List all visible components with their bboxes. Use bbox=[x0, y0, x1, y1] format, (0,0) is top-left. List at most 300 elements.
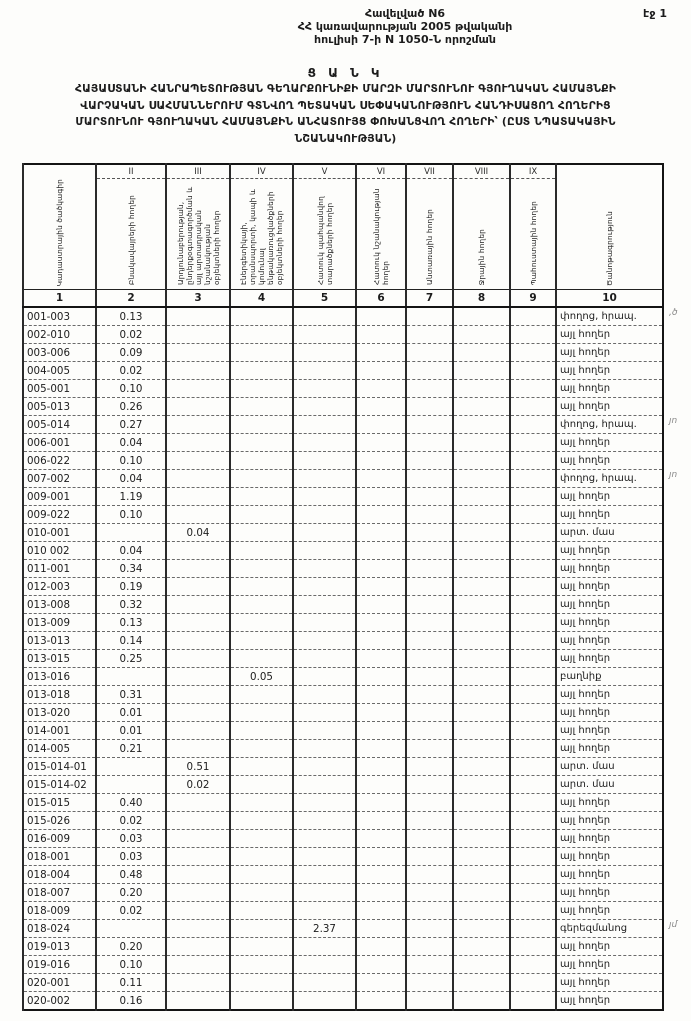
area-value-cell bbox=[166, 578, 230, 596]
area-value-cell bbox=[230, 938, 293, 956]
area-value-cell: 0.02 bbox=[96, 902, 166, 920]
area-value-cell bbox=[510, 920, 556, 938]
note-cell: այլ հողեր bbox=[556, 506, 663, 524]
area-value-cell bbox=[356, 542, 406, 560]
area-value-cell: 0.02 bbox=[96, 812, 166, 830]
area-value-cell bbox=[166, 974, 230, 992]
table-row bbox=[23, 380, 663, 398]
note-cell: այլ հողեր bbox=[556, 596, 663, 614]
table-row bbox=[23, 812, 663, 830]
area-value-cell bbox=[510, 956, 556, 974]
note-cell: այլ հողեր bbox=[556, 488, 663, 506]
table-row bbox=[23, 848, 663, 866]
area-value-cell bbox=[510, 434, 556, 452]
area-value-cell bbox=[453, 326, 510, 344]
area-value-cell bbox=[166, 632, 230, 650]
area-value-cell bbox=[230, 740, 293, 758]
area-value-cell bbox=[230, 632, 293, 650]
cadastral-code-cell: 013-015 bbox=[23, 650, 96, 668]
area-value-cell bbox=[356, 920, 406, 938]
area-value-cell bbox=[453, 956, 510, 974]
area-value-cell bbox=[406, 884, 453, 902]
area-value-cell: 0.10 bbox=[96, 506, 166, 524]
area-value-cell: 0.21 bbox=[96, 740, 166, 758]
area-value-cell: 0.14 bbox=[96, 632, 166, 650]
area-value-cell bbox=[230, 434, 293, 452]
area-value-cell bbox=[230, 488, 293, 506]
area-value-cell bbox=[293, 938, 356, 956]
document-title: Ց Ա Ն Կ bbox=[307, 66, 384, 80]
area-value-cell bbox=[166, 884, 230, 902]
header-industrial-lands: Արդյունաբերության, ընդերքօգտագործման և այլ արտադրական նշանակության օբյեկտների հողեր bbox=[166, 179, 230, 290]
area-value-cell bbox=[230, 506, 293, 524]
table-row bbox=[23, 326, 663, 344]
header-settlement-lands: Բնակավայրերի հողեր bbox=[96, 179, 166, 290]
table-row bbox=[23, 776, 663, 794]
note-cell: այլ հողեր bbox=[556, 992, 663, 1011]
area-value-cell bbox=[356, 758, 406, 776]
area-value-cell bbox=[230, 560, 293, 578]
area-value-cell bbox=[406, 542, 453, 560]
land-table-container bbox=[22, 163, 678, 1011]
area-value-cell bbox=[96, 758, 166, 776]
area-value-cell bbox=[356, 560, 406, 578]
area-value-cell bbox=[230, 686, 293, 704]
table-row bbox=[23, 920, 663, 938]
cadastral-code-cell: 018-007 bbox=[23, 884, 96, 902]
area-value-cell bbox=[230, 596, 293, 614]
area-value-cell bbox=[510, 452, 556, 470]
area-value-cell bbox=[510, 344, 556, 362]
area-value-cell bbox=[166, 956, 230, 974]
area-value-cell bbox=[510, 938, 556, 956]
area-value-cell bbox=[406, 704, 453, 722]
area-value-cell bbox=[453, 596, 510, 614]
area-value-cell bbox=[166, 326, 230, 344]
area-value-cell bbox=[293, 578, 356, 596]
area-value-cell bbox=[166, 668, 230, 686]
table-row bbox=[23, 578, 663, 596]
note-cell: այլ հողեր bbox=[556, 650, 663, 668]
area-value-cell bbox=[406, 920, 453, 938]
area-value-cell bbox=[510, 307, 556, 326]
area-value-cell: 0.02 bbox=[96, 362, 166, 380]
roman-numeral: III bbox=[166, 164, 230, 179]
area-value-cell bbox=[406, 560, 453, 578]
area-value-cell: 0.20 bbox=[96, 884, 166, 902]
area-value-cell bbox=[453, 776, 510, 794]
roman-numeral: IX bbox=[510, 164, 556, 179]
header-special-purpose-lands: Հատուկ նշանակության հողեր bbox=[356, 179, 406, 290]
area-value-cell bbox=[356, 362, 406, 380]
area-value-cell bbox=[406, 344, 453, 362]
area-value-cell bbox=[293, 380, 356, 398]
cadastral-code-cell: 019-016 bbox=[23, 956, 96, 974]
area-value-cell bbox=[166, 398, 230, 416]
area-value-cell bbox=[356, 938, 406, 956]
area-value-cell bbox=[406, 416, 453, 434]
area-value-cell: 0.40 bbox=[96, 794, 166, 812]
roman-numeral: VI bbox=[356, 164, 406, 179]
area-value-cell bbox=[453, 632, 510, 650]
area-value-cell: 0.04 bbox=[166, 524, 230, 542]
area-value-cell bbox=[230, 362, 293, 380]
cadastral-code-cell: 006-022 bbox=[23, 452, 96, 470]
note-cell: այլ հողեր bbox=[556, 830, 663, 848]
area-value-cell bbox=[356, 704, 406, 722]
area-value-cell bbox=[406, 776, 453, 794]
area-value-cell bbox=[166, 650, 230, 668]
note-cell: արտ. մաս bbox=[556, 758, 663, 776]
area-value-cell bbox=[356, 326, 406, 344]
area-value-cell bbox=[406, 848, 453, 866]
area-value-cell bbox=[356, 848, 406, 866]
area-value-cell: 0.10 bbox=[96, 956, 166, 974]
area-value-cell bbox=[406, 452, 453, 470]
area-value-cell bbox=[166, 470, 230, 488]
area-value-cell bbox=[230, 416, 293, 434]
area-value-cell: 0.51 bbox=[166, 758, 230, 776]
area-value-cell bbox=[356, 866, 406, 884]
area-value-cell bbox=[453, 974, 510, 992]
area-value-cell bbox=[510, 974, 556, 992]
area-value-cell bbox=[230, 812, 293, 830]
table-row bbox=[23, 686, 663, 704]
area-value-cell bbox=[293, 740, 356, 758]
area-value-cell bbox=[166, 416, 230, 434]
note-cell: այլ հողեր bbox=[556, 902, 663, 920]
note-cell: այլ հողեր bbox=[556, 794, 663, 812]
area-value-cell bbox=[166, 740, 230, 758]
header-water-lands: Ջրային հողեր bbox=[453, 179, 510, 290]
area-value-cell bbox=[406, 866, 453, 884]
cadastral-code-cell: 016-009 bbox=[23, 830, 96, 848]
area-value-cell bbox=[230, 344, 293, 362]
area-value-cell bbox=[453, 830, 510, 848]
note-cell: այլ հողեր bbox=[556, 380, 663, 398]
table-row bbox=[23, 794, 663, 812]
area-value-cell bbox=[510, 614, 556, 632]
area-value-cell bbox=[293, 794, 356, 812]
note-cell: այլ հողեր bbox=[556, 362, 663, 380]
area-value-cell bbox=[293, 884, 356, 902]
area-value-cell bbox=[356, 884, 406, 902]
table-row bbox=[23, 560, 663, 578]
area-value-cell bbox=[356, 794, 406, 812]
area-value-cell bbox=[293, 722, 356, 740]
area-value-cell bbox=[510, 632, 556, 650]
area-value-cell: 0.19 bbox=[96, 578, 166, 596]
area-value-cell bbox=[510, 398, 556, 416]
cadastral-code-cell: 005-014 bbox=[23, 416, 96, 434]
table-row bbox=[23, 938, 663, 956]
area-value-cell bbox=[293, 326, 356, 344]
area-value-cell bbox=[230, 920, 293, 938]
table-row bbox=[23, 524, 663, 542]
area-value-cell bbox=[230, 307, 293, 326]
handwritten-margin-mark: յո bbox=[669, 470, 678, 480]
area-value-cell bbox=[293, 416, 356, 434]
area-value-cell: 0.02 bbox=[166, 776, 230, 794]
note-cell: փողոց, հրապ. յո bbox=[556, 416, 663, 434]
column-number-row bbox=[23, 290, 663, 308]
area-value-cell bbox=[356, 956, 406, 974]
note-cell: այլ հողեր bbox=[556, 560, 663, 578]
area-value-cell: 2.37 bbox=[293, 920, 356, 938]
note-cell: արտ. մաս bbox=[556, 524, 663, 542]
area-value-cell bbox=[293, 434, 356, 452]
table-row bbox=[23, 992, 663, 1011]
area-value-cell bbox=[453, 398, 510, 416]
area-value-cell bbox=[406, 524, 453, 542]
area-value-cell bbox=[356, 776, 406, 794]
area-value-cell bbox=[293, 812, 356, 830]
area-value-cell bbox=[406, 956, 453, 974]
roman-numeral: IV bbox=[230, 164, 293, 179]
area-value-cell bbox=[166, 992, 230, 1011]
area-value-cell bbox=[230, 848, 293, 866]
area-value-cell bbox=[510, 380, 556, 398]
area-value-cell: 0.13 bbox=[96, 307, 166, 326]
area-value-cell bbox=[356, 650, 406, 668]
area-value-cell bbox=[293, 704, 356, 722]
note-cell: այլ հողեր bbox=[556, 542, 663, 560]
cadastral-code-cell: 007-002 bbox=[23, 470, 96, 488]
area-value-cell bbox=[293, 632, 356, 650]
note-cell: այլ հողեր bbox=[556, 398, 663, 416]
area-value-cell bbox=[453, 740, 510, 758]
area-value-cell bbox=[453, 794, 510, 812]
area-value-cell bbox=[453, 884, 510, 902]
area-value-cell bbox=[293, 866, 356, 884]
area-value-cell: 0.01 bbox=[96, 704, 166, 722]
area-value-cell bbox=[510, 668, 556, 686]
column-number: 9 bbox=[510, 290, 556, 308]
roman-numeral: VII bbox=[406, 164, 453, 179]
area-value-cell bbox=[356, 452, 406, 470]
table-row bbox=[23, 866, 663, 884]
area-value-cell bbox=[453, 614, 510, 632]
table-row bbox=[23, 416, 663, 434]
area-value-cell bbox=[510, 722, 556, 740]
area-value-cell: 0.02 bbox=[96, 326, 166, 344]
area-value-cell: 0.10 bbox=[96, 452, 166, 470]
area-value-cell bbox=[406, 506, 453, 524]
area-value-cell bbox=[293, 830, 356, 848]
area-value-cell bbox=[166, 902, 230, 920]
area-value-cell bbox=[453, 452, 510, 470]
area-value-cell bbox=[453, 650, 510, 668]
note-cell: այլ հողեր bbox=[556, 938, 663, 956]
area-value-cell bbox=[293, 614, 356, 632]
subtitle-line: ՀԱՅԱՍՏԱՆԻ ՀԱՆՐԱՊԵՏՈՒԹՅԱՆ ԳԵՂԱՐՔՈՒՆԻՔԻ ՄԱՐԶԻ ՄԱՐՏՈՒՆՈՒ ԳՅՈՒՂԱԿԱՆ ՀԱՄԱՅՆՔԻ bbox=[75, 83, 616, 95]
note-cell: այլ հողեր bbox=[556, 956, 663, 974]
area-value-cell bbox=[166, 830, 230, 848]
area-value-cell bbox=[230, 470, 293, 488]
area-value-cell bbox=[406, 758, 453, 776]
area-value-cell: 0.04 bbox=[96, 542, 166, 560]
area-value-cell bbox=[510, 686, 556, 704]
table-row bbox=[23, 758, 663, 776]
area-value-cell bbox=[453, 722, 510, 740]
area-value-cell: 0.26 bbox=[96, 398, 166, 416]
area-value-cell bbox=[510, 902, 556, 920]
cadastral-code-cell: 013-013 bbox=[23, 632, 96, 650]
note-cell: այլ հողեր bbox=[556, 452, 663, 470]
area-value-cell bbox=[453, 668, 510, 686]
column-number: 1 bbox=[23, 290, 96, 308]
area-value-cell bbox=[406, 362, 453, 380]
area-value-cell: 0.03 bbox=[96, 848, 166, 866]
area-value-cell: 0.27 bbox=[96, 416, 166, 434]
area-value-cell bbox=[230, 974, 293, 992]
area-value-cell bbox=[406, 812, 453, 830]
area-value-cell: 0.04 bbox=[96, 434, 166, 452]
area-value-cell bbox=[166, 812, 230, 830]
area-value-cell bbox=[293, 344, 356, 362]
table-row bbox=[23, 722, 663, 740]
cadastral-code-cell: 009-001 bbox=[23, 488, 96, 506]
area-value-cell bbox=[293, 470, 356, 488]
cadastral-code-cell: 018-009 bbox=[23, 902, 96, 920]
area-value-cell bbox=[166, 794, 230, 812]
note-cell: այլ հողեր bbox=[556, 614, 663, 632]
area-value-cell bbox=[356, 596, 406, 614]
area-value-cell bbox=[293, 542, 356, 560]
table-row bbox=[23, 650, 663, 668]
table-row bbox=[23, 596, 663, 614]
area-value-cell bbox=[510, 326, 556, 344]
area-value-cell bbox=[356, 578, 406, 596]
subtitle-line: ՄԱՐՏՈՒՆՈՒ ԳՅՈՒՂԱԿԱՆ ՀԱՄԱՅՆՔԻՆ ԱՆՀԱՏՈՒՅՑ ՓՈԽԱՆՑՎՈՂ ՀՈՂԵՐԻ՝ (ԸՍՏ ՆՊԱՏԱԿԱՅԻՆ bbox=[75, 116, 616, 128]
cadastral-code-cell: 003-006 bbox=[23, 344, 96, 362]
table-row bbox=[23, 704, 663, 722]
area-value-cell bbox=[510, 884, 556, 902]
appendix-header bbox=[130, 7, 680, 46]
area-value-cell bbox=[293, 452, 356, 470]
area-value-cell: 0.13 bbox=[96, 614, 166, 632]
area-value-cell bbox=[453, 812, 510, 830]
area-value-cell bbox=[166, 344, 230, 362]
area-value-cell bbox=[356, 307, 406, 326]
area-value-cell bbox=[453, 434, 510, 452]
area-value-cell bbox=[293, 776, 356, 794]
note-cell: այլ հողեր bbox=[556, 578, 663, 596]
area-value-cell bbox=[356, 524, 406, 542]
table-row bbox=[23, 506, 663, 524]
table-row bbox=[23, 452, 663, 470]
cadastral-code-cell: 015-026 bbox=[23, 812, 96, 830]
cadastral-code-cell: 015-014-01 bbox=[23, 758, 96, 776]
cadastral-code-cell: 013-008 bbox=[23, 596, 96, 614]
area-value-cell bbox=[510, 704, 556, 722]
area-value-cell bbox=[96, 668, 166, 686]
area-value-cell bbox=[230, 902, 293, 920]
area-value-cell bbox=[406, 794, 453, 812]
area-value-cell bbox=[293, 307, 356, 326]
area-value-cell bbox=[293, 398, 356, 416]
area-value-cell bbox=[356, 470, 406, 488]
area-value-cell bbox=[510, 812, 556, 830]
area-value-cell bbox=[230, 830, 293, 848]
area-value-cell bbox=[406, 470, 453, 488]
area-value-cell bbox=[230, 452, 293, 470]
area-value-cell bbox=[356, 902, 406, 920]
area-value-cell bbox=[166, 307, 230, 326]
table-row bbox=[23, 488, 663, 506]
cadastral-code-cell: 001-003 bbox=[23, 307, 96, 326]
area-value-cell bbox=[230, 866, 293, 884]
area-value-cell bbox=[453, 704, 510, 722]
area-value-cell bbox=[293, 524, 356, 542]
area-value-cell bbox=[406, 596, 453, 614]
area-value-cell bbox=[293, 560, 356, 578]
area-value-cell bbox=[356, 506, 406, 524]
area-value-cell bbox=[356, 614, 406, 632]
column-number: 5 bbox=[293, 290, 356, 308]
note-cell: այլ հողեր bbox=[556, 632, 663, 650]
cadastral-code-cell: 005-013 bbox=[23, 398, 96, 416]
area-value-cell bbox=[356, 632, 406, 650]
area-value-cell bbox=[230, 758, 293, 776]
area-value-cell bbox=[356, 380, 406, 398]
area-value-cell bbox=[453, 362, 510, 380]
table-row bbox=[23, 740, 663, 758]
area-value-cell bbox=[356, 812, 406, 830]
area-value-cell bbox=[510, 542, 556, 560]
area-value-cell bbox=[293, 686, 356, 704]
cadastral-code-cell: 005-001 bbox=[23, 380, 96, 398]
area-value-cell bbox=[356, 434, 406, 452]
area-value-cell bbox=[510, 578, 556, 596]
area-value-cell bbox=[453, 344, 510, 362]
cadastral-code-cell: 015-014-02 bbox=[23, 776, 96, 794]
table-row bbox=[23, 398, 663, 416]
column-number: 2 bbox=[96, 290, 166, 308]
area-value-cell: 1.19 bbox=[96, 488, 166, 506]
header-infrastructure-lands: Էներգետիկայի, տրանսպորտի, կապի և կոմունալ ենթակառուցվածքների օբյեկտների հողեր bbox=[230, 179, 293, 290]
area-value-cell: 0.31 bbox=[96, 686, 166, 704]
area-value-cell bbox=[453, 938, 510, 956]
cadastral-code-cell: 006-001 bbox=[23, 434, 96, 452]
roman-numeral-row bbox=[23, 164, 663, 179]
area-value-cell bbox=[230, 776, 293, 794]
area-value-cell: 0.05 bbox=[230, 668, 293, 686]
table-row bbox=[23, 668, 663, 686]
cadastral-code-cell: 011-001 bbox=[23, 560, 96, 578]
area-value-cell bbox=[356, 488, 406, 506]
area-value-cell bbox=[166, 506, 230, 524]
area-value-cell bbox=[406, 650, 453, 668]
column-number: 10 bbox=[556, 290, 663, 308]
land-parcel-table bbox=[22, 163, 678, 1011]
column-number: 3 bbox=[166, 290, 230, 308]
area-value-cell bbox=[356, 974, 406, 992]
table-row bbox=[23, 362, 663, 380]
area-value-cell bbox=[510, 596, 556, 614]
appendix-line: Հավելված N6 bbox=[364, 7, 446, 20]
table-row bbox=[23, 830, 663, 848]
area-value-cell: 0.16 bbox=[96, 992, 166, 1011]
area-value-cell bbox=[510, 362, 556, 380]
area-value-cell bbox=[356, 398, 406, 416]
roman-numeral: VIII bbox=[453, 164, 510, 179]
area-value-cell bbox=[453, 578, 510, 596]
area-value-cell bbox=[510, 524, 556, 542]
area-value-cell: 0.11 bbox=[96, 974, 166, 992]
area-value-cell bbox=[406, 974, 453, 992]
area-value-cell bbox=[293, 506, 356, 524]
